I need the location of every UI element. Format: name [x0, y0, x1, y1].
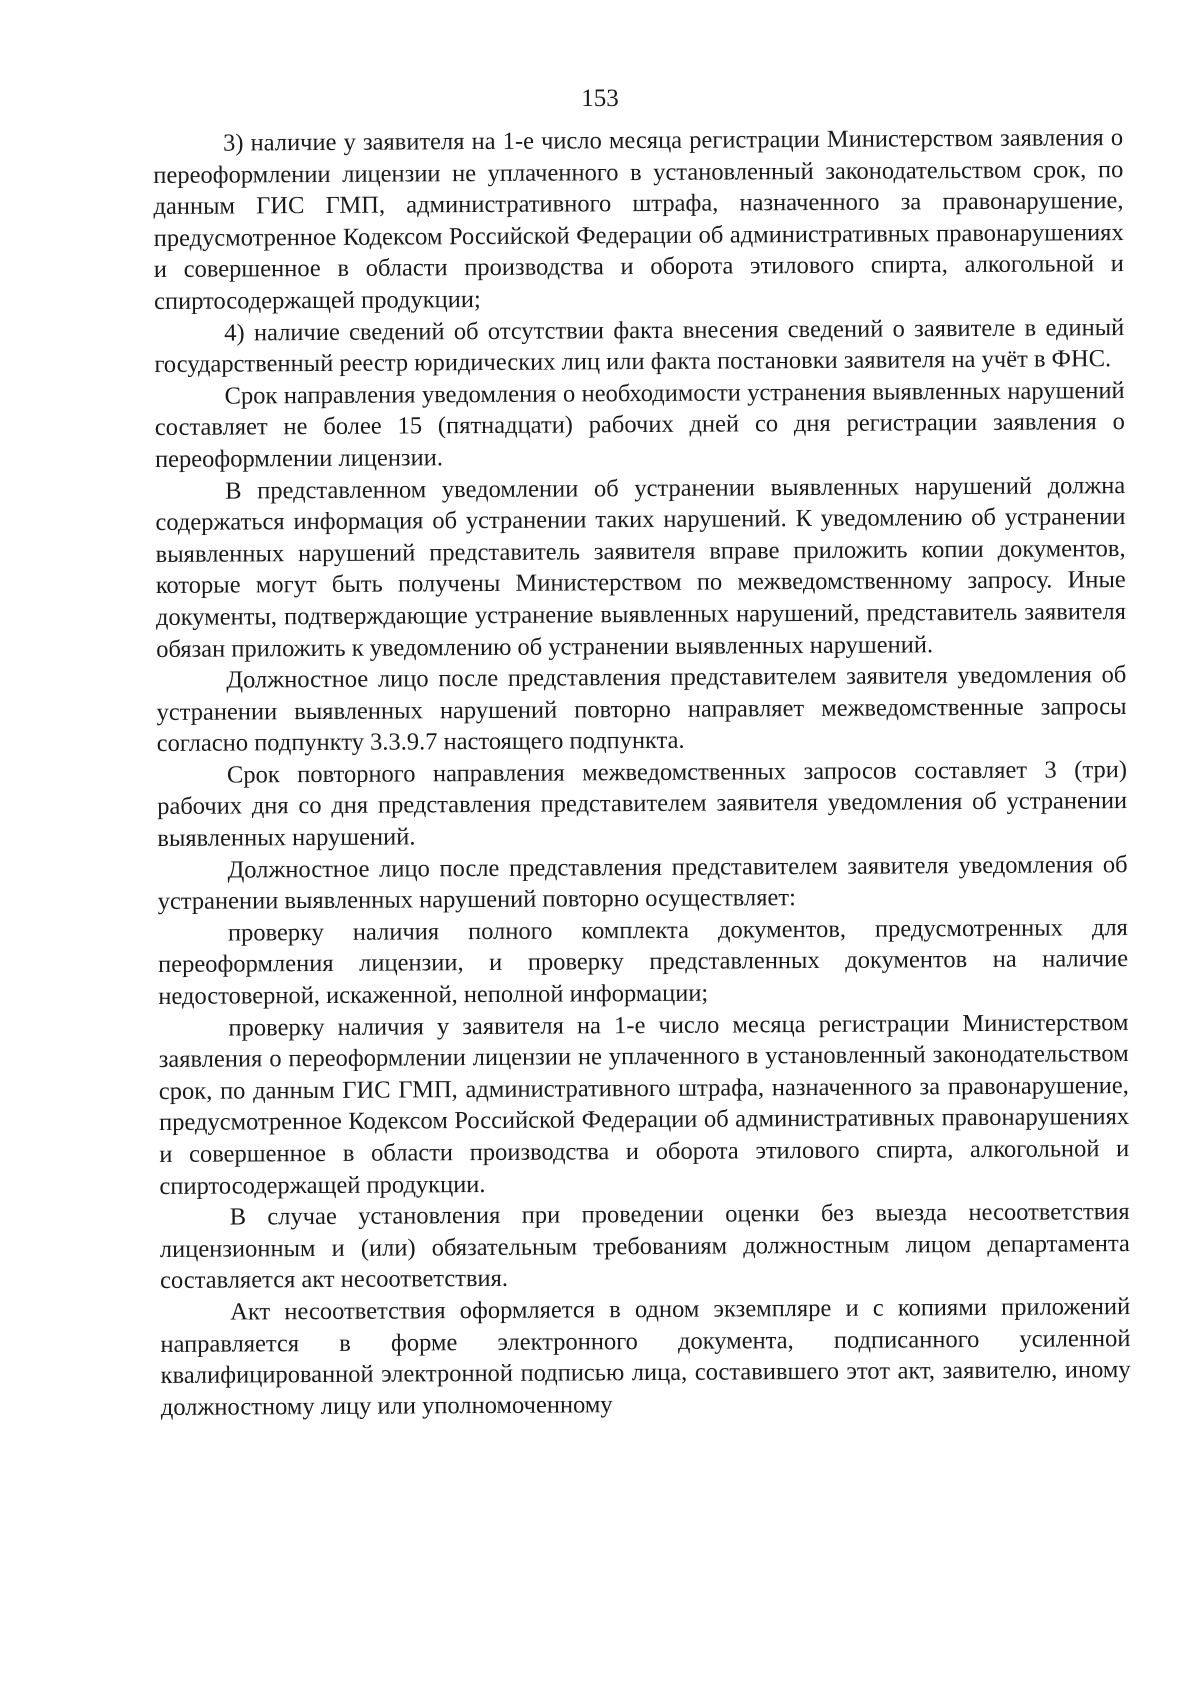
- paragraph-repeat-deadline: Срок повторного направления межведомственных запросов составляет 3 (три) рабочих дня со дня представления представителем заявителя уведомления об устранении выявленных нарушений.: [157, 755, 1128, 853]
- paragraph-item-4: 4) наличие сведений об отсутствии факта внесения сведений о заявителе в единый государственный реестр юридических лиц или факта постановки заявителя на учёт в ФНС.: [154, 313, 1125, 379]
- body-text: [153, 122, 1131, 1423]
- paragraph-check-fine: проверку наличия у заявителя на 1-е число месяца регистрации Министерством заявления о переоформлении лицензии не уплаченного в установленный законодательством срок, по данным ГИС ГМП, административного штрафа, назначенного за правонарушение, предусмотренное Кодексом Российской Федерации об административных правонарушениях и совершенное в области производства и оборота этилового спирта, алкогольной и спиртосодержащей продукции.: [158, 1008, 1130, 1200]
- paragraph-item-3: 3) наличие у заявителя на 1-е число месяца регистрации Министерством заявления о переоформлении лицензии не уплаченного в установленный законодательством срок, по данным ГИС ГМП, административного штрафа, назначенного за правонарушение, предусмотренное Кодексом Российской Федерации об административных правонарушениях и совершенное в области производства и оборота этилового спирта, алкогольной и спиртосодержащей продукции;: [153, 124, 1124, 315]
- paragraph-check-documents: проверку наличия полного комплекта документов, предусмотренных для переоформления лицензии, и проверку представленных документов на наличие недостоверной, искаженной, неполной информации;: [158, 913, 1129, 1011]
- paragraph-notice-content: В представленном уведомлении об устранении выявленных нарушений должна содержаться информация об устранении таких нарушений. К уведомлению об устранении выявленных нарушений представитель заявителя вправе приложить копии документов, которые могут быть получены Министерством по межведомственному запросу. Иные документы, подтверждающие устранение выявленных нарушений, представитель заявителя обязан приложить к уведомлению об устранении выявленных нарушений.: [155, 471, 1127, 663]
- paragraph-deadline-notice: Срок направления уведомления о необходимости устранения выявленных нарушений составляет не более 15 (пятнадцати) рабочих дней со дня регистрации заявления о переоформлении лицензии.: [154, 376, 1125, 473]
- paragraph-act: Акт несоответствия оформляется в одном экземпляре и с копиями приложений направляется в форме электронного документа, подписанного усиленной квалифицированной электронной подписью лица, составившего этот акт, заявителю, иному должностному лицу или уполномоченному: [160, 1293, 1131, 1421]
- paragraph-repeat-check: Должностное лицо после представления представителем заявителя уведомления об устранении выявленных нарушений повторно осуществляет:: [157, 850, 1128, 916]
- page-number: 153: [581, 85, 619, 112]
- paragraph-repeat-requests: Должностное лицо после представления представителем заявителя уведомления об устранении выявленных нарушений повторно направляет межведомственные запросы согласно подпункту 3.3.9.7 настоящего подпункта.: [156, 661, 1127, 758]
- paragraph-nonconformity: В случае установления при проведении оценки без выезда несоответствия лицензионным и (или) обязательным требованиям должностным лицом департамента составляется акт несоответствия.: [159, 1198, 1130, 1295]
